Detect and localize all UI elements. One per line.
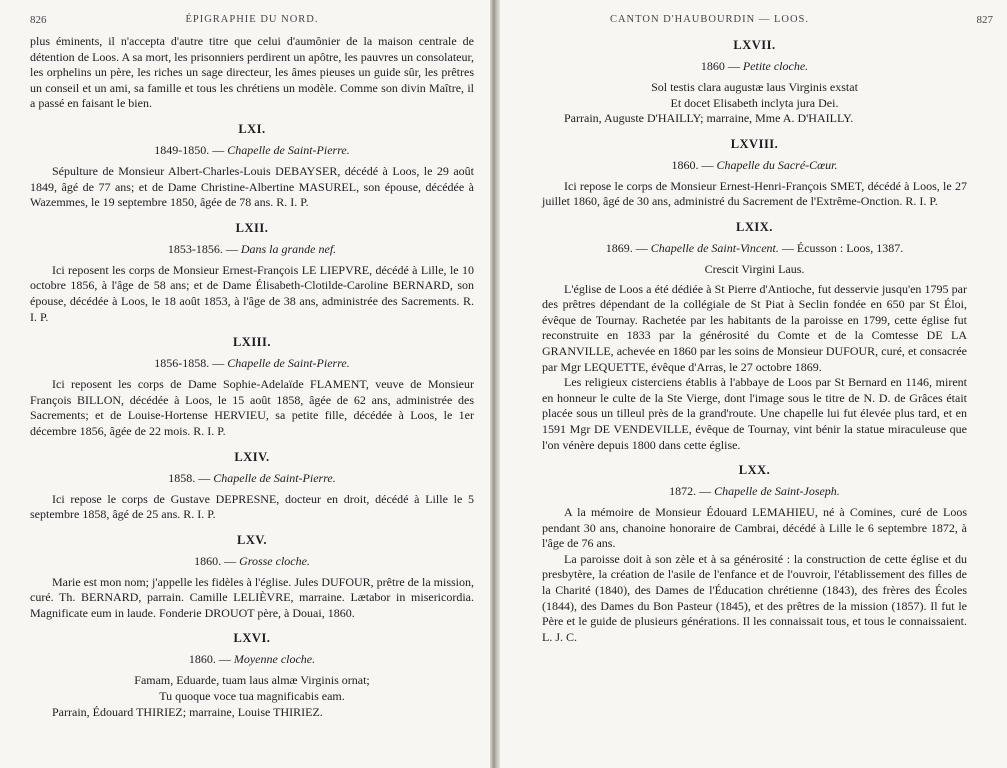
entry-lxi-text: Sépulture de Monsieur Albert-Charles-Louis DEBAYSER, décédé à Loos, le 29 août 1849, âgé de 77 ans; et de Dame Christine-Albertine MASUREL, son épouse, décédée à Wazemmes, le 19 septembre 1850, âgée de 78 ans. R. I. P. <box>30 163 474 210</box>
entry-lxiv-numeral: LXIV. <box>234 449 270 464</box>
entry-lxx-heading: 1872. — Chapelle de Saint-Joseph. <box>669 484 840 499</box>
entry-lxv-heading: 1860. — Grosse cloche. <box>194 553 310 568</box>
entry-lxvi-verse-1: Famam, Eduarde, tuam laus almæ Virginis ornat; <box>134 673 370 688</box>
entry-lxiii-numeral: LXIII. <box>232 335 272 350</box>
left-page <box>0 0 490 768</box>
entry-lxv-numeral: LXV. <box>237 532 267 547</box>
entry-lxvi-text: Parrain, Édouard THIRIEZ; marraine, Louise THIRIEZ. <box>52 704 323 719</box>
entry-lxvii-text: Parrain, Auguste D'HAILLY; marraine, Mme A. D'HAILLY. <box>564 111 854 126</box>
entry-lxx-text-1: A la mémoire de Monsieur Édouard LEMAHIEU, né à Comines, curé de Loos pendant 30 ans, chanoine honoraire de Cambrai, décédé à Lille le 6 septembre 1872, à l'âge de 76 ans. <box>542 505 967 551</box>
left-head-title: ÉPIGRAPHIE DU NORD. <box>185 14 319 25</box>
left-page-number: 826 <box>30 14 47 26</box>
entry-lxix-numeral: LXIX. <box>736 219 773 234</box>
entry-lxv-text: Marie est mon nom; j'appelle les fidèles à l'église. Jules DUFOUR, prêtre de la mission, curé. Th. BERNARD, parrain. Camille LELIÈVRE, marraine. Lætabor in misericordia. Magnificate eum in laude. Fonderie DROUOT père, à Douai, 1860. <box>30 574 474 620</box>
entry-lxvii-verse-1: Sol testis clara augustæ laus Virginis exstat <box>651 80 858 94</box>
entry-lxx-numeral: LXX. <box>738 463 771 478</box>
right-page-number: 827 <box>976 14 993 26</box>
right-head-title: CANTON D'HAUBOURDIN — LOOS. <box>609 14 810 25</box>
entry-lxvii-verse-2: Et docet Elisabeth inclyta jura Dei. <box>670 95 839 110</box>
entry-lxix-text-1: L'église de Loos a été dédiée à St Pierre d'Antioche, fut desservie jusqu'en 1795 par des prêtres dépendant de la collégiale de St Piat à Seclin fondée en 650 par St Éloi, évêque de Tournay. Rachetée par les habitants de la paroisse en 1799, cette église fut reconstruite en 1833 par la générosité du Comte et de la Comtesse DE LA GRANVILLE, achevée en 1860 par les soins de Monsieur DUFOUR, curé, et consacrée par Mgr LEQUETTE, évêque d'Arras, le 27 octobre 1869. <box>542 281 967 374</box>
entry-lxi-heading: 1849-1850. — Chapelle de Saint-Pierre. <box>154 142 350 157</box>
right-page <box>500 0 1007 768</box>
entry-lxviii-numeral: LXVIII. <box>730 136 779 151</box>
entry-lxiv-heading: 1858. — Chapelle de Saint-Pierre. <box>168 470 336 485</box>
entry-lxi-numeral: LXI. <box>238 121 266 136</box>
left-running-head <box>30 14 474 34</box>
entry-lxvii-heading: 1860 — Petite cloche. <box>700 59 809 73</box>
entry-lxx-text-2: La paroisse doit à son zèle et à sa générosité : la construction de cette église et du presbytère, la création de l'asile de l'enfance et de l'ouvroir, l'établissement des filles de la Charité (1840), des Dames de l'Éducation chrétienne (1843), des frères des Écoles (1844), des Dames du Bon Pasteur (1845), et des prêtres de la mission (1857). Il fut le Père et le guide de plusieurs générations. Il les connaissait tous, et tous le connaissaient. L. J. C. <box>542 551 967 644</box>
book-gutter <box>490 0 500 768</box>
entry-lxix-motto: Crescit Virgini Laus. <box>704 261 805 276</box>
entry-lxii-heading: 1853-1856. — Dans la grande nef. <box>167 241 337 256</box>
entry-lxviii-heading: 1860. — Chapelle du Sacré-Cœur. <box>671 157 838 172</box>
entry-lxvi-numeral: LXVI. <box>233 631 271 646</box>
entry-lxvi-verse-2: Tu quoque voce tua magnificabis eam. <box>159 689 345 704</box>
entry-lxvi-heading: 1860. — Moyenne cloche. <box>188 652 316 667</box>
entry-lxiii-text: Ici reposent les corps de Dame Sophie-Adelaïde FLAMENT, veuve de Monsieur François BILLON, décédée à Loos, le 15 août 1858, âgée de 62 ans, administrée des Sacrements; et de Louise-Hortense HERVIEU, sa petite fille, décédée à Loos, le 1er décembre 1856, âgée de 22 mois. R. I. P. <box>30 377 474 438</box>
right-running-head <box>542 14 993 34</box>
entry-lxiv-text: Ici repose le corps de Gustave DEPRESNE, docteur en droit, décédé à Lille le 5 septembre 1858, âgé de 25 ans. R. I. P. <box>30 491 474 522</box>
entry-lxii-numeral: LXII. <box>235 220 269 235</box>
entry-lxii-text: Ici reposent les corps de Monsieur Ernest-François LE LIEPVRE, décédé à Lille, le 10 octobre 1856, à l'âge de 58 ans; et de Dame Élisabeth-Clotilde-Caroline BERNARD, son épouse, décédée à Loos, le 18 août 1853, à l'âge de 38 ans, administrée des Sacrements. R. I. P. <box>30 262 474 324</box>
entry-lxvii-numeral: LXVII. <box>733 38 776 52</box>
entry-lxviii-text: Ici repose le corps de Monsieur Ernest-Henri-François SMET, décédé à Loos, le 27 juillet 1860, âgé de 30 ans, administré du Sacrement de l'Extrême-Onction. R. I. P. <box>542 178 967 209</box>
entry-lxiii-heading: 1856-1858. — Chapelle de Saint-Pierre. <box>154 356 350 371</box>
intro-paragraph: plus éminents, il n'accepta d'autre titre que celui d'aumônier de la maison centrale de détention de Loos. A sa mort, les prisonniers perdirent un apôtre, les pauvres un consolateur, les orphelins un père, les riches un sage directeur, les âmes pieuses un guide sûr, les prêtres un conseil et un ami, sa famille et tous les chrétiens un modèle. Comme son divin Maître, il a passé en faisant le bien. <box>30 34 474 111</box>
entry-lxix-text-2: Les religieux cisterciens établis à l'abbaye de Loos par St Bernard en 1146, mirent en honneur le culte de la Ste Vierge, dont l'image sous le titre de N. D. de Grâces était placée sous un tilleul près de la grand'route. Une chapelle lui fut élevée plus tard, et en 1591 Mgr DE VENDEVILLE, évêque de Tournay, vint bénir la statue miraculeuse que l'on vénère depuis 1800 dans cette église. <box>542 375 967 452</box>
entry-lxix-heading: 1869. — Chapelle de Saint-Vincent. — Écusson : Loos, 1387. <box>605 240 904 255</box>
